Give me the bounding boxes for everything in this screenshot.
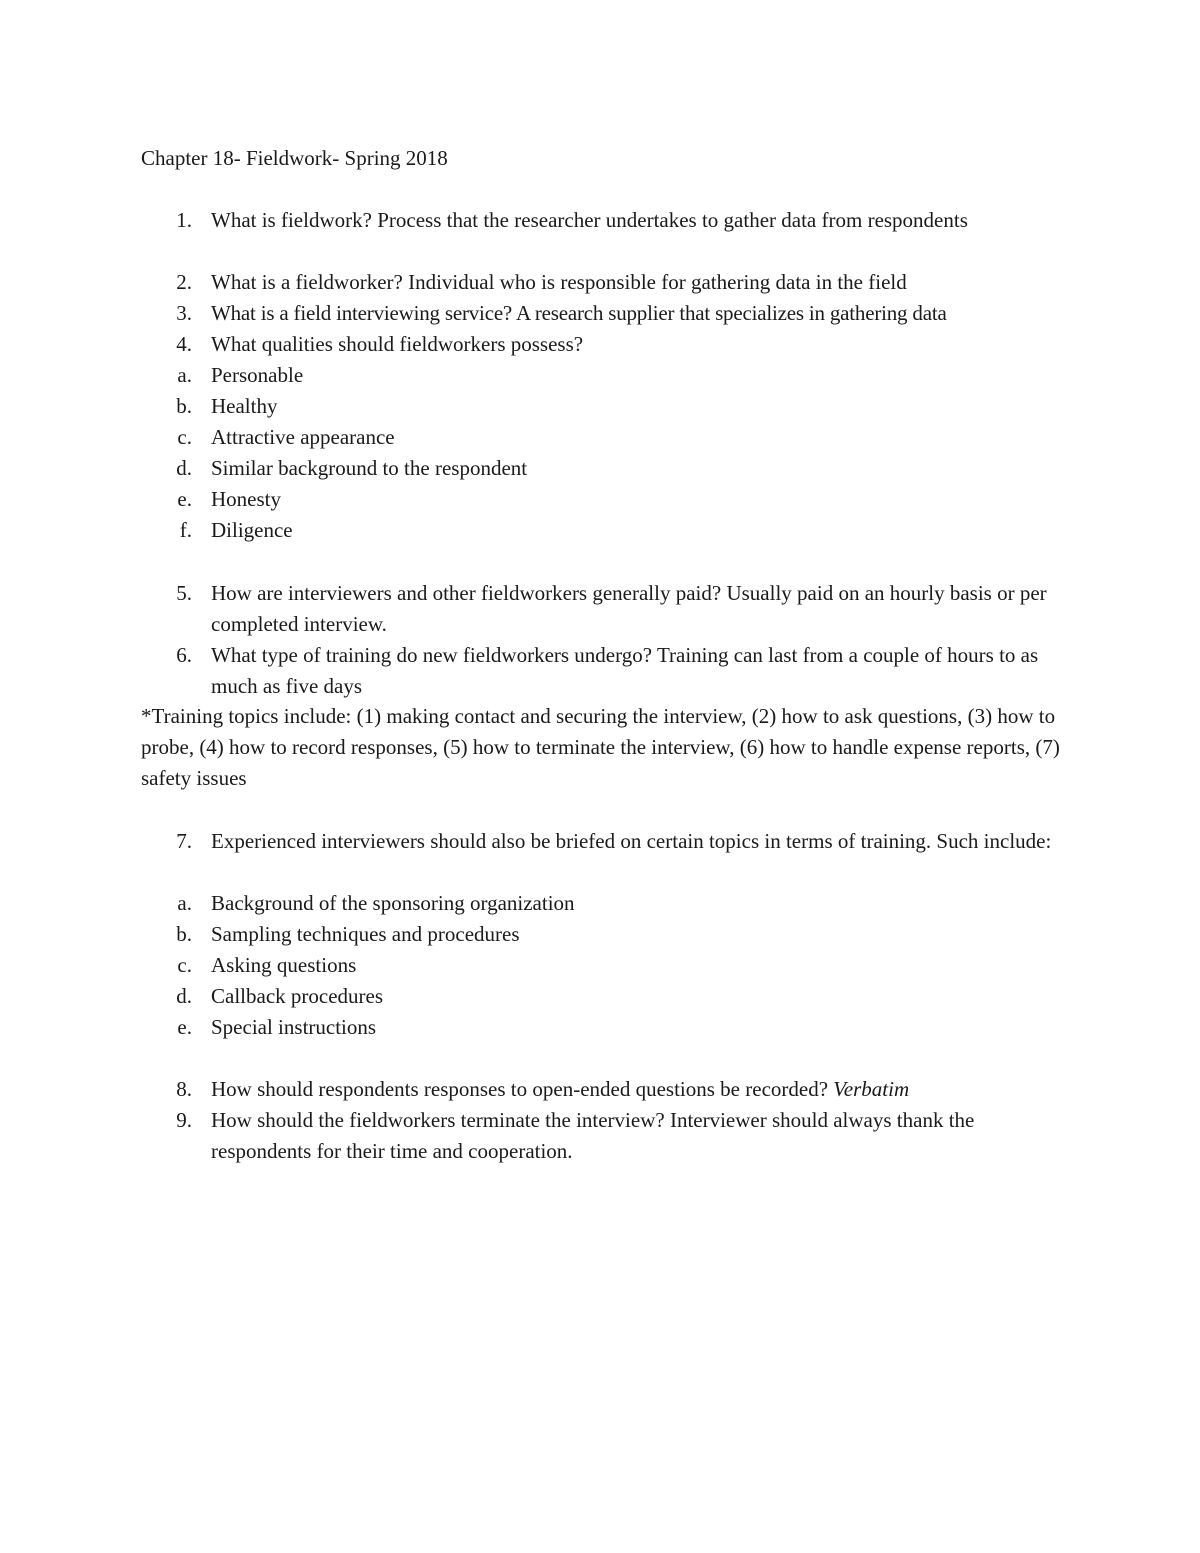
- item-letter: c.: [177, 425, 192, 449]
- item-text: [211, 640, 1061, 702]
- item-letter: e.: [177, 1015, 192, 1039]
- item-text: Asking questions: [211, 953, 357, 977]
- item-letter: a.: [177, 363, 192, 387]
- item-letter: d.: [176, 456, 192, 480]
- item-text: Similar background to the respondent: [211, 456, 528, 480]
- item-text: Special instructions: [211, 1015, 377, 1039]
- question-text: What is fieldwork?: [211, 208, 372, 232]
- item-number: 3.: [176, 301, 192, 325]
- item-text: Attractive appearance: [211, 425, 395, 449]
- question-text: What is a fieldworker?: [211, 270, 403, 294]
- item-letter: d.: [176, 984, 192, 1008]
- answer-text: Usually paid on an hourly basis or per completed interview.: [211, 581, 1047, 636]
- question-text: How are interviewers and other fieldworkers generally paid?: [211, 581, 722, 605]
- training-topics-note: *Training topics include: (1) making contact and securing the interview, (2) how to ask questions, (3) how to probe, (4) how to record responses, (5) how to terminate the interview, (6) how to handle expense reports, (7) safety issues: [141, 704, 1060, 790]
- item-letter: c.: [177, 953, 192, 977]
- item-number: 9.: [176, 1108, 192, 1132]
- answer-text: Verbatim: [833, 1077, 910, 1101]
- item-number: 8.: [176, 1077, 192, 1101]
- item-letter: f.: [179, 518, 192, 542]
- question-text: What type of training do new fieldworkers undergo?: [211, 643, 653, 667]
- question-text: What qualities should fieldworkers possess?: [211, 332, 584, 356]
- question-text: How should the fieldworkers terminate the interview?: [211, 1108, 665, 1132]
- item-letter: b.: [176, 394, 192, 418]
- item-text: Experienced interviewers should also be briefed on certain topics in terms of training. Such include:: [211, 829, 1052, 853]
- item-number: 6.: [176, 643, 192, 667]
- item-letter: b.: [176, 922, 192, 946]
- answer-text: Interviewer should always thank the respondents for their time and cooperation.: [211, 1108, 975, 1163]
- item-text: Sampling techniques and procedures: [211, 922, 520, 946]
- item-text: Diligence: [211, 518, 293, 542]
- item-text: [211, 298, 1091, 329]
- answer-text: A research supplier that specializes in gathering data: [515, 301, 947, 325]
- item-text: Background of the sponsoring organization: [211, 891, 575, 915]
- question-text: What is a field interviewing service?: [211, 301, 513, 325]
- question-text: How should respondents responses to open-ended questions be recorded?: [211, 1077, 829, 1101]
- item-number: 2.: [176, 270, 192, 294]
- item-text: [211, 205, 971, 236]
- item-text: Callback procedures: [211, 984, 384, 1008]
- item-text: [211, 578, 1061, 640]
- item-number: 7.: [176, 829, 192, 853]
- item-text: [211, 1074, 1091, 1105]
- item-number: 4.: [176, 332, 192, 356]
- item-text: Healthy: [211, 394, 278, 418]
- item-letter: a.: [177, 891, 192, 915]
- document-title: Chapter 18- Fieldwork- Spring 2018: [141, 146, 448, 170]
- item-text: Honesty: [211, 487, 281, 511]
- item-letter: e.: [177, 487, 192, 511]
- item-text: [211, 1105, 1061, 1167]
- item-text: [211, 267, 1091, 298]
- answer-text: Training can last from a couple of hours to as much as five days: [211, 643, 1039, 698]
- item-text: Personable: [211, 363, 304, 387]
- answer-text: Individual who is responsible for gathering data in the field: [408, 270, 907, 294]
- item-number: 5.: [176, 581, 192, 605]
- answer-text: Process that the researcher undertakes to gather data from respondents: [377, 208, 968, 232]
- item-number: 1.: [176, 208, 192, 232]
